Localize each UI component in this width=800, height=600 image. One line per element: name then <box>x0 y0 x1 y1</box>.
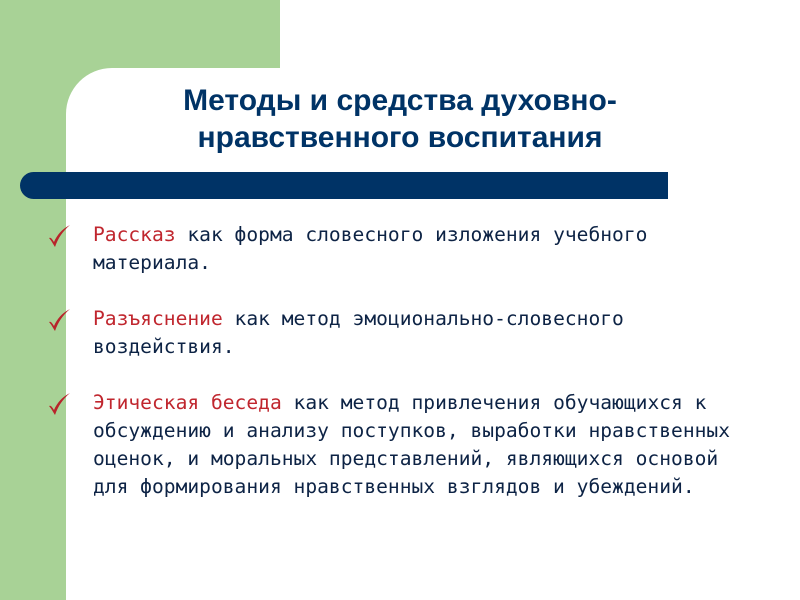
title-line-2: нравственного воспитания <box>197 121 603 154</box>
checkmark-icon <box>46 307 72 333</box>
bullet-text: как метод привлечения обучающихся к обсуждению и анализу поступков, выработки нравственных оценок, и моральных представлений, являющихся основой для формирования нравственных взглядов и убеждений. <box>93 391 731 498</box>
bullet-term: Рассказ <box>93 223 176 246</box>
bullet-item-ethical-talk <box>46 389 736 501</box>
bullet-text: как форма словесного изложения учебного материала. <box>93 223 648 274</box>
slide-title <box>100 82 700 156</box>
bullet-term: Этическая беседа <box>93 391 282 414</box>
bullet-item-story <box>46 221 736 277</box>
bullet-list <box>46 221 736 529</box>
bullet-text: как метод эмоционально-словесного воздействия. <box>93 307 624 358</box>
checkmark-icon <box>46 391 72 417</box>
title-line-1: Методы и средства духовно- <box>183 84 617 117</box>
bullet-item-explanation <box>46 305 736 361</box>
checkmark-icon <box>46 223 72 249</box>
bullet-term: Разъяснение <box>93 307 223 330</box>
title-underline-bar <box>20 172 668 199</box>
